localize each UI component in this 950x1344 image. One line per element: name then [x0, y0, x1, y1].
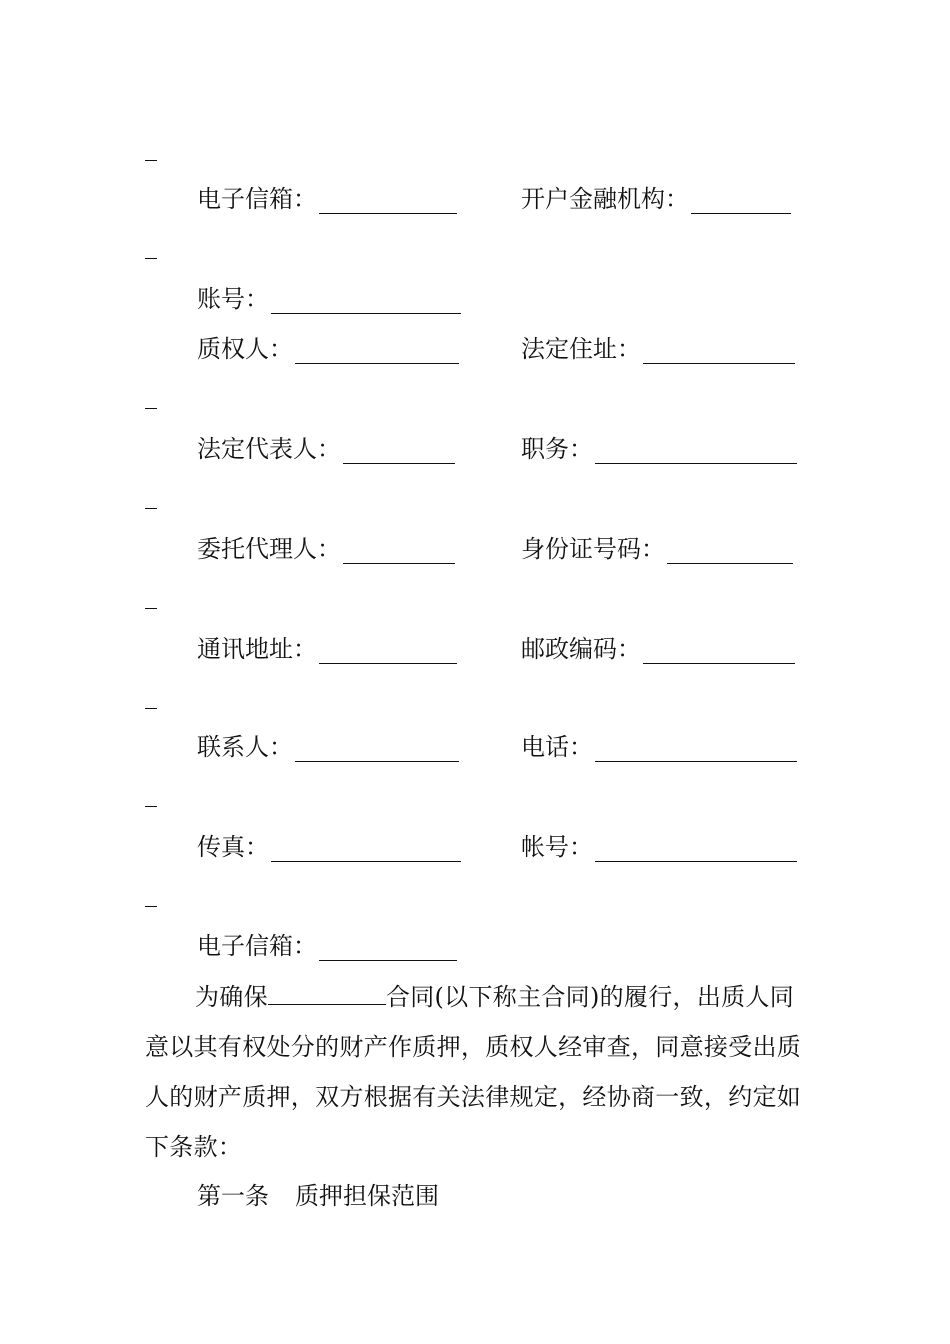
legal-rep-blank — [343, 439, 455, 464]
email-field — [197, 184, 457, 214]
pledgee-label: 质权人： — [197, 335, 293, 363]
account-blank — [271, 289, 461, 314]
id-number-field — [521, 534, 793, 564]
phone-label: 电话： — [521, 733, 593, 761]
fax-blank — [271, 837, 461, 862]
legal-address-field — [521, 334, 795, 364]
contact-field — [197, 732, 459, 762]
id-number-blank — [667, 539, 793, 564]
agent-field — [197, 534, 455, 564]
line-fragment — [145, 806, 157, 807]
postcode-field — [521, 634, 795, 664]
legal-address-label: 法定住址： — [521, 335, 641, 363]
line-fragment — [145, 708, 157, 709]
article-number: 第一条 — [197, 1182, 269, 1210]
line-fragment — [145, 906, 157, 907]
position-field — [521, 434, 797, 464]
line-fragment — [145, 408, 157, 409]
mailing-address-blank — [319, 639, 457, 664]
account-no-field — [521, 832, 797, 862]
email-label-2: 电子信箱： — [197, 932, 317, 960]
pledgee-blank — [295, 339, 459, 364]
agent-blank — [343, 539, 455, 564]
agent-label: 委托代理人： — [197, 535, 341, 563]
account-no-label: 帐号： — [521, 833, 593, 861]
id-number-label: 身份证号码： — [521, 535, 665, 563]
article-title: 质押担保范围 — [295, 1182, 439, 1210]
contract-name-blank — [268, 982, 386, 1005]
mailing-address-label: 通讯地址： — [197, 635, 317, 663]
postcode-blank — [643, 639, 795, 664]
account-field — [197, 284, 461, 314]
bank-field — [521, 184, 791, 214]
contact-blank — [295, 737, 459, 762]
preamble-text-rest: 合同(以下称主合同)的履行，出质人同意以其有权处分的财产作质押，质权人经审查，同意接受出质人的财产质押，双方根据有关法律规定，经协商一致，约定如下条款： — [145, 983, 802, 1161]
account-no-blank — [595, 837, 797, 862]
line-fragment — [145, 258, 157, 259]
email-label: 电子信箱： — [197, 185, 317, 213]
bank-blank — [691, 189, 791, 214]
line-fragment — [145, 508, 157, 509]
email-field-2 — [197, 931, 457, 961]
contact-label: 联系人： — [197, 733, 293, 761]
legal-rep-field — [197, 434, 455, 464]
position-label: 职务： — [521, 435, 593, 463]
fax-label: 传真： — [197, 833, 269, 861]
position-blank — [595, 439, 797, 464]
email-blank-2 — [319, 936, 457, 961]
preamble-paragraph — [145, 972, 810, 1172]
legal-rep-label: 法定代表人： — [197, 435, 341, 463]
email-blank — [319, 189, 457, 214]
account-label: 账号： — [197, 285, 269, 313]
article-heading — [197, 1181, 439, 1211]
postcode-label: 邮政编码： — [521, 635, 641, 663]
phone-field — [521, 732, 797, 762]
pledgee-field — [197, 334, 459, 364]
mailing-address-field — [197, 634, 457, 664]
legal-address-blank — [643, 339, 795, 364]
line-fragment — [145, 608, 157, 609]
line-fragment — [145, 160, 157, 161]
bank-label: 开户金融机构： — [521, 185, 689, 213]
fax-field — [197, 832, 461, 862]
preamble-text-start: 为确保 — [195, 983, 268, 1011]
phone-blank — [595, 737, 797, 762]
